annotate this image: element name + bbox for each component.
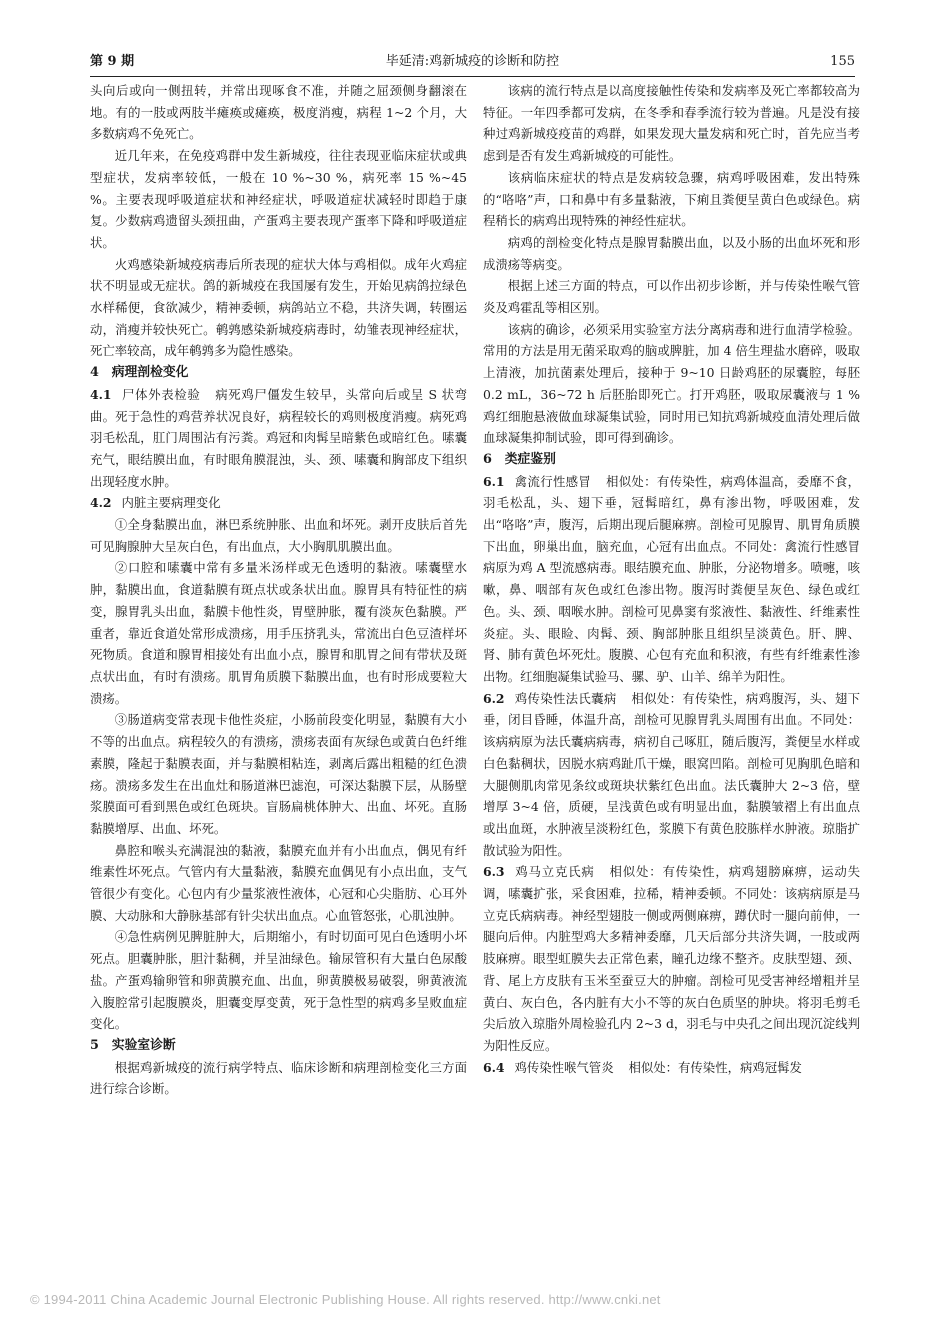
page-number: 155	[830, 54, 855, 69]
paragraph: 鼻腔和喉头充满混浊的黏液，黏膜充血并有小出血点，偶见有纤维素性坏死点。气管内有大量黏液，黏膜充血偶见有小点出血，支气管很少有变化。心包内有少量浆液性液体，心冠和心尖脂肪、心耳外膜、大动脉和大静脉基部有针尖状出血点。心血管怒张，心肌浊肿。	[90, 842, 467, 923]
section-heading-5: 5 实验室诊断	[90, 1037, 176, 1053]
paragraph: ①全身黏膜出血，淋巴系统肿胀、出血和坏死。剥开皮肤后首先可见胸腺肿大呈灰白色，有出血点，大小胸肌肌膜出血。	[90, 517, 467, 554]
subsection-6-2	[483, 688, 860, 862]
paragraph: 该病的流行特点是以高度接触性传染和发病率及死亡率都较高为特征。一年四季都可发病，在冬季和春季流行较为普遍。凡是没有接种过鸡新城疫疫苗的鸡群，如果发现大量发病和死亡时，首先应当考虑到是否有发生鸡新城疫的可能性。	[483, 83, 860, 164]
paragraph: 根据鸡新城疫的流行病学特点、临床诊断和病理剖检变化三方面进行综合诊断。	[90, 1059, 467, 1097]
subsection-6-1	[483, 471, 860, 688]
section-heading-4: 4 病理剖检变化	[90, 365, 189, 381]
paragraph: ③肠道病变常表现卡他性炎症，小肠前段变化明显，黏膜有大小不等的出血点。病程较久的有溃疡，溃疡表面有灰绿色或黄白色纤维素膜，隆起于黏膜表面，并与黏膜相粘连，剥离后露出粗糙的红色溃疡。溃疡多发生在出血灶和肠道淋巴滤泡，可深达黏膜下层，从肠壁浆膜面可看到黑色或红色斑块。盲肠扁桃体肿大、出血、坏死。直肠黏膜增厚、出血、坏死。	[90, 712, 467, 836]
subsection-text: 相似处：有传染性，病鸡冠髯发	[628, 1059, 802, 1075]
left-column	[90, 80, 467, 1100]
paragraph: 该病临床症状的特点是发病较急骤，病鸡呼吸困难，发出特殊的“咯咯”声，口和鼻中有多量黏液，下痢且粪便呈黄白色或绿色。病程稍长的病鸡出现特殊的神经性症状。	[483, 169, 860, 229]
subsection-title: 鸡马立克氏病	[514, 864, 595, 880]
paragraph: 根据上述三方面的特点，可以作出初步诊断，并与传染性喉气管炎及鸡霍乱等相区别。	[483, 278, 860, 316]
paragraph: 近几年来，在免疫鸡群中发生新城疫，往往表现亚临床症状或典型症状，发病率较低，一般在 10 %~30 %，病死率 15 %~45 %。主要表现呼吸道症状和神经症状，呼吸道症状减轻时即趋于康复。少数病鸡遗留头颈扭曲，产蛋鸡主要表现产蛋率下降和呼吸道症状。	[90, 148, 467, 250]
paragraph: 该病的确诊，必须采用实验室方法分离病毒和进行血清学检验。常用的方法是用无菌采取鸡的脑或脾脏，加 4 倍生理盐水磨碎，吸取上清液，加抗菌素处理后，接种于 9~10 日龄鸡胚的尿囊腔，每胚 0.2 mL，36~72 h 后胚胎即死亡。打开鸡胚，吸取尿囊液与 1 % 鸡红细胞悬液做血球凝集试验，同时用已知抗鸡新城疫血清处理后做血球凝集抑制试验，即可得到确诊。	[483, 321, 860, 446]
subsection-number: 6.1	[483, 473, 505, 489]
running-header	[90, 52, 855, 77]
paragraph: 头向后或向一侧扭转，并常出现啄食不准，并随之屈颈侧身翻滚在地。有的一肢或两肢半瘫痪或瘫痪，极度消瘦，病程 1~2 个月，大多数病鸡不免死亡。	[90, 83, 467, 142]
subsection-title: 禽流行性感冒	[514, 473, 592, 489]
subsection-number: 6.2	[483, 690, 505, 706]
subsection-number: 4.1	[90, 386, 112, 402]
subsection-number: 6.3	[483, 864, 505, 880]
subsection-6-4	[483, 1057, 860, 1079]
paragraph: 病鸡的剖检变化特点是腺胃黏膜出血，以及小肠的出血坏死和形成溃疡等病变。	[483, 234, 860, 272]
subsection-title: 内脏主要病理变化	[121, 495, 221, 511]
right-column	[483, 80, 860, 1078]
subsection-number: 6.4	[483, 1059, 505, 1075]
paragraph: 火鸡感染新城疫病毒后所表现的症状大体与鸡相似。成年火鸡症状不明显或无症状。鸽的新城疫在我国屡有发生，开始见病鸽拉绿色水样稀便，食欲减少，精神委顿，病鸽站立不稳，共济失调，转圈运动，消瘦并较快死亡。鹌鹑感染新城疫病毒时，幼雏表现神经症状，死亡率较高，成年鹌鹑多为隐性感染。	[90, 256, 467, 359]
issue-number: 第 9 期	[90, 54, 135, 69]
section-heading-6: 6 类症鉴别	[483, 451, 556, 467]
copyright-footer: © 1994-2011 China Academic Journal Electronic Publishing House. All rights reserved. http://www.cnki.net	[30, 1292, 661, 1307]
subsection-text: 相似处：有传染性，病鸡体温高，委靡不食，羽毛松乱，头、翅下垂，冠髯暗红，鼻有渗出物，呼吸困难，发出“咯咯”声，腹泻，后期出现后腿麻痹。剖检可见腺胃、肌胃角质膜下出血，卵巢出血，脑充血，心冠有出血点。不同处：禽流行性感冒病原为鸡 A 型流感病毒。眼结膜充血、肿胀，分泌物增多。喷嚏，咳嗽，鼻、咽部有灰色或红色渗出物。腹泻时粪便呈灰色、绿色或红色。头、颈、咽喉水肿。剖检可见鼻窦有浆液性、黏液性、纤维素性炎症。头、眼睑、肉髯、颈、胸部肿胀且组织呈淡黄色。肝、脾、肾、肺有黄色坏死灶。腹膜、心包有充血和积液，有些有纤维素性渗出物。红细胞凝集试验马、骡、驴、山羊、绵羊为阳性。	[483, 473, 861, 684]
subsection-text: 相似处：有传染性，病鸡腹泻，头、翅下垂，闭目昏睡，体温升高，剖检可见腺胃乳头周围有出血。不同处：该病病原为法氏囊病病毒，病初自己啄肛，随后腹泻，粪便呈水样或白色黏稠状，因脱水病鸡趾爪干燥，眼窝凹陷。剖检可见胸肌色暗和大腿侧肌肉常见条纹或斑块状紫红色出血。法氏囊肿大 2~3 倍，壁增厚 3~4 倍，质硬，呈浅黄色或有明显出血，黏膜皱褶上有出血点或出血斑，水肿液呈淡粉红色，浆膜下有黄色胶胨样水肿液。琼脂扩散试验为阳性。	[483, 690, 861, 858]
paragraph: ②口腔和嗉囊中常有多量米汤样或无色透明的黏液。嗉囊壁水肿，黏膜出血，食道黏膜有斑点状或条状出血。腺胃具有特征性的病变，腺胃乳头出血，黏膜卡他性炎，胃壁肿胀，覆有淡灰色黏膜。严重者，靠近食道处常形成溃疡，用手压挤乳头，常流出白色豆渣样坏死物质。食道和腺胃相接处有出血小点，腺胃和肌胃之间有带状及斑点状出血，有时有溃疡。肌胃角质膜下黏膜出血，也有时形成要粒大溃疡。	[90, 560, 467, 706]
subsection-number: 4.2	[90, 495, 112, 511]
subsection-text: 病死鸡尸僵发生较早，头常向后或呈 S 状弯曲。死于急性的鸡营养状况良好，病程较长的鸡则极度消瘦。病死鸡羽毛松乱，肛门周围沾有污粪。鸡冠和肉髯呈暗紫色或暗红色。嗉囊充气，眼结膜出血，有时眼角膜混浊，头、颈、嗉囊和胸部皮下组织出现轻度水肿。	[90, 386, 468, 489]
subsection-title: 鸡传染性法氏囊病	[514, 690, 617, 706]
subsection-4-2	[90, 492, 467, 514]
running-title: 毕延清:鸡新城疫的诊断和防控	[385, 54, 560, 69]
subsection-4-1	[90, 384, 467, 493]
subsection-title: 尸体外表检验	[121, 386, 201, 402]
subsection-6-3	[483, 861, 860, 1056]
subsection-text: 相似处：有传染性，病鸡翅膀麻痹，运动失调，嗉囊扩张，采食困难，拉稀，精神委顿。不同处：该病病原是马立克氏病病毒。神经型翅肢一侧或两侧麻痹，蹲伏时一腿向前伸，一腿向后伸。内脏型鸡大多精神委靡，几天后部分共济失调，一肢或两肢麻痹。眼型虹膜失去正常色素，瞳孔边缘不整齐。皮肤型翅、颈、背、尾上方皮肤有玉米至蚕豆大的肿瘤。剖检可见受害神经增粗并呈黄白、灰白色，各内脏有大小不等的灰白色质坚的肿块。将羽毛剪毛尖后放入琼脂外周检验孔内 2~3 d，羽毛与中央孔之间出现沉淀线判为阳性反应。	[483, 864, 861, 1053]
paragraph: ④急性病例见脾脏肿大，后期缩小，有时切面可见白色透明小坏死点。胆囊肿胀，胆汁黏稠，并呈油绿色。输尿管积有大量白色尿酸盐。产蛋鸡输卵管和卵黄膜充血、出血，卵黄膜极易破裂，卵黄液流入腹腔常引起腹膜炎，胆囊变厚变黄，死于急性型的病鸡多呈败血症变化。	[90, 929, 467, 1032]
subsection-title: 鸡传染性喉气管炎	[514, 1059, 614, 1075]
